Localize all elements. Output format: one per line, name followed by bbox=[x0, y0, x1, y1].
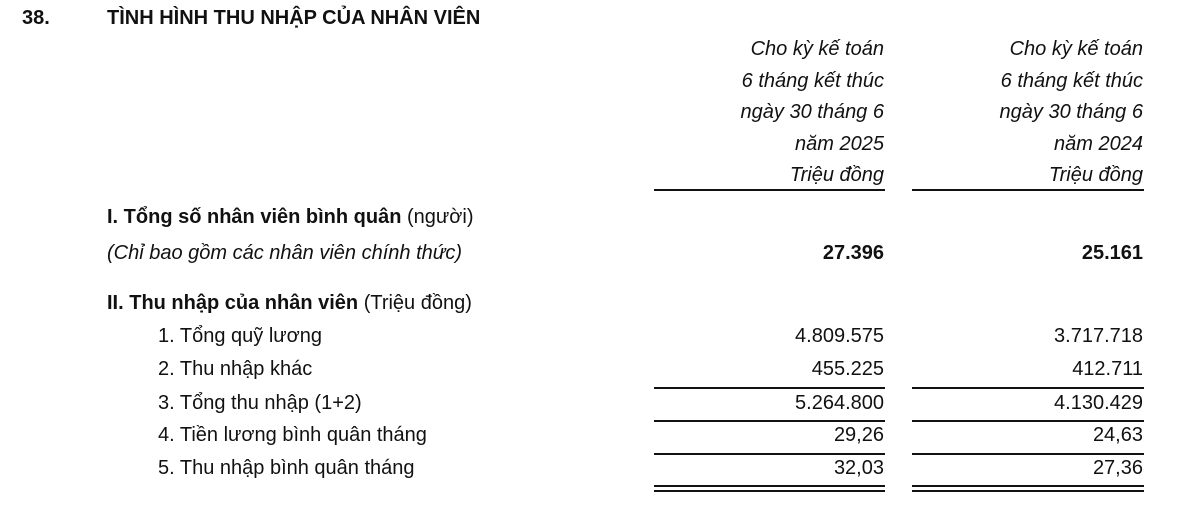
row-value-other-income-2024: 412.711 bbox=[1072, 358, 1143, 380]
column-header-line: Cho kỳ kế toán bbox=[1009, 38, 1143, 60]
section-title: TÌNH HÌNH THU NHẬP CỦA NHÂN VIÊN bbox=[107, 7, 481, 29]
row-value-other-income-2025: 455.225 bbox=[811, 358, 884, 380]
column-unit: Triệu đồng bbox=[789, 164, 884, 186]
part1-value-2025: 27.396 bbox=[822, 242, 884, 264]
column-header-line: năm 2024 bbox=[1054, 132, 1143, 155]
row-value-avg-salary-2024: 24,63 bbox=[1092, 424, 1143, 446]
row-label-salary-fund: 1. Tổng quỹ lương bbox=[158, 325, 323, 347]
part1-title bbox=[107, 203, 474, 232]
column-header-line: 6 tháng kết thúc bbox=[1000, 69, 1143, 92]
double-rule-col1 bbox=[654, 485, 885, 492]
part2-title bbox=[107, 289, 472, 318]
column-header-line: Cho kỳ kế toán bbox=[750, 38, 884, 60]
section-number: 38. bbox=[22, 7, 50, 29]
column-header-line: ngày 30 tháng 6 bbox=[999, 101, 1143, 123]
part2-title-bold: II. Thu nhập của nhân viên bbox=[107, 292, 359, 314]
part1-title-suffix: (người) bbox=[401, 206, 474, 228]
row-label-other-income: 2. Thu nhập khác bbox=[158, 358, 313, 380]
row-label-avg-salary: 4. Tiền lương bình quân tháng bbox=[158, 424, 427, 446]
row-value-total-income-2025: 5.264.800 bbox=[795, 392, 884, 414]
column-unit: Triệu đồng bbox=[1048, 164, 1143, 186]
column-header-line: ngày 30 tháng 6 bbox=[740, 101, 884, 123]
part1-title-bold: I. Tổng số nhân viên bình quân bbox=[107, 206, 402, 228]
row-value-salary-fund-2025: 4.809.575 bbox=[795, 325, 884, 347]
column-header-line: 6 tháng kết thúc bbox=[741, 69, 884, 92]
row-value-avg-income-2025: 32,03 bbox=[833, 457, 884, 479]
part1-note: (Chỉ bao gồm các nhân viên chính thức) bbox=[107, 242, 463, 264]
row-label-total-income: 3. Tổng thu nhập (1+2) bbox=[158, 392, 362, 414]
column-header-2024 bbox=[1000, 34, 1143, 192]
row-value-avg-income-2024: 27,36 bbox=[1092, 457, 1143, 479]
header-rule-col1 bbox=[654, 189, 885, 191]
row-value-salary-fund-2024: 3.717.718 bbox=[1054, 325, 1143, 347]
column-header-line: năm 2025 bbox=[795, 132, 884, 155]
part1-value-2024: 25.161 bbox=[1081, 242, 1143, 264]
row-value-avg-salary-2025: 29,26 bbox=[833, 424, 884, 446]
part2-title-suffix: (Triệu đồng) bbox=[358, 292, 472, 314]
double-rule-col2 bbox=[912, 485, 1144, 492]
row-value-total-income-2024: 4.130.429 bbox=[1054, 392, 1143, 414]
row-label-avg-income: 5. Thu nhập bình quân tháng bbox=[158, 457, 415, 479]
column-header-2025 bbox=[741, 34, 884, 192]
header-rule-col2 bbox=[912, 189, 1144, 191]
